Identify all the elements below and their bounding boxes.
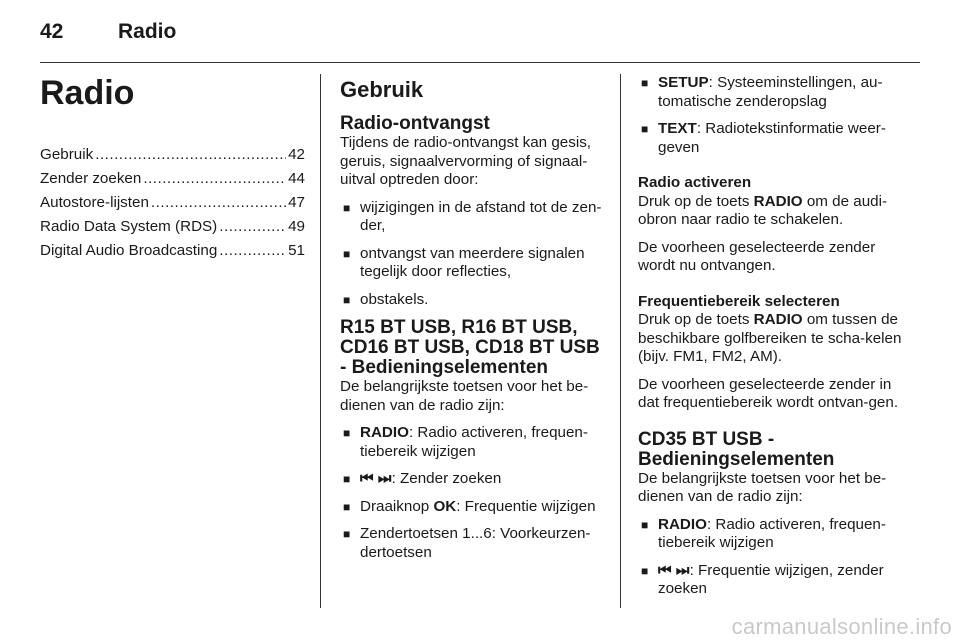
paragraph: Druk op de toets RADIO om de audi-obron naar radio te schakelen. xyxy=(638,192,888,228)
paragraph: Tijdens de radio-ontvangst kan gesis, geruis, signaalvervorming of signaal-uitval optreden door: xyxy=(340,134,592,188)
key-label: TEXT xyxy=(658,120,697,137)
paragraph: De voorheen geselecteerde zender in dat frequentiebereik wordt ontvan-gen. xyxy=(638,375,899,411)
page-number: 42 xyxy=(40,20,64,43)
heading-radio-ontvangst: Radio-ontvangst xyxy=(340,113,490,134)
key-label: SETUP xyxy=(658,74,709,91)
content-column-2 xyxy=(340,74,605,571)
toc-entry[interactable]: Autostore-lijsten ..... 47 xyxy=(40,194,305,213)
heading-cd35: CD35 BT USB - Bedieningselementen xyxy=(638,428,835,470)
key-label: RADIO xyxy=(753,192,803,210)
column-divider xyxy=(320,74,321,608)
header-rule xyxy=(40,62,920,63)
heading-radio-activeren: Radio activeren xyxy=(638,174,752,191)
list-item: ■ ontvangst van meerdere signalen tegelijk door reflecties, xyxy=(340,245,605,282)
list-item: ■ ⏮ ⏭: Frequentie wijzigen, zender zoeken xyxy=(638,562,903,599)
toc-entry[interactable]: Gebruik ..... 42 xyxy=(40,146,305,165)
list-item: ■ ⏮ ⏭: Zender zoeken xyxy=(340,470,605,489)
list-item: ■ SETUP: Systeeminstellingen, au-tomatische zenderopslag xyxy=(638,74,903,111)
heading-gebruik: Gebruik xyxy=(340,77,424,102)
heading-models: R15 BT USB, R16 BT USB, CD16 BT USB, CD18 BT USB - Bedieningselementen xyxy=(340,317,600,378)
list-item: ■ wijzigingen in de afstand tot de zen-der, xyxy=(340,199,605,236)
bullet-list xyxy=(340,199,605,310)
heading-frequentiebereik: Frequentiebereik selecteren xyxy=(638,292,840,310)
skip-icon: ⏮ ⏭ xyxy=(360,470,392,487)
list-item: ■ RADIO: Radio activeren, frequen-tiebereik wijzigen xyxy=(340,424,605,461)
paragraph: De belangrijkste toetsen voor het be-dienen van de radio zijn: xyxy=(340,378,589,414)
list-item: ■ TEXT: Radiotekstinformatie weer-geven xyxy=(638,120,903,157)
list-item: ■ Zendertoetsen 1...6: Voorkeurzen-dertoetsen xyxy=(340,525,605,562)
list-item: ■ obstakels. xyxy=(340,291,605,310)
column-divider xyxy=(620,74,621,608)
paragraph: Druk op de toets RADIO om tussen de beschikbare golfbereiken te scha-kelen (bijv. FM1, FM2, AM). xyxy=(638,311,902,365)
bullet-list xyxy=(638,74,903,157)
toc-list xyxy=(40,146,305,261)
paragraph: De voorheen geselecteerde zender wordt nu ontvangen. xyxy=(638,238,876,274)
toc-entry[interactable]: Digital Audio Broadcasting ..... 51 xyxy=(40,242,305,261)
content-column-3 xyxy=(638,74,903,608)
key-label: OK xyxy=(433,497,457,515)
bullet-list xyxy=(638,516,903,599)
toc-entry[interactable]: Zender zoeken ..... 44 xyxy=(40,170,305,189)
key-label: RADIO xyxy=(658,515,707,533)
chapter-title: Radio xyxy=(40,74,135,112)
section-title: Radio xyxy=(118,20,177,43)
skip-icon: ⏮ ⏭ xyxy=(658,561,690,579)
key-label: RADIO xyxy=(753,311,803,328)
bullet-list xyxy=(340,424,605,562)
watermark: carmanualsonline.info xyxy=(731,614,952,639)
key-label: RADIO xyxy=(360,424,409,441)
paragraph: De belangrijkste toetsen voor het be-dienen van de radio zijn: xyxy=(638,469,887,505)
toc-column xyxy=(40,74,305,266)
list-item: ■ RADIO: Radio activeren, frequen-tiebereik wijzigen xyxy=(638,516,903,553)
toc-entry[interactable]: Radio Data System (RDS) ..... 49 xyxy=(40,218,305,237)
list-item: ■ Draaiknop OK: Frequentie wijzigen xyxy=(340,498,605,517)
